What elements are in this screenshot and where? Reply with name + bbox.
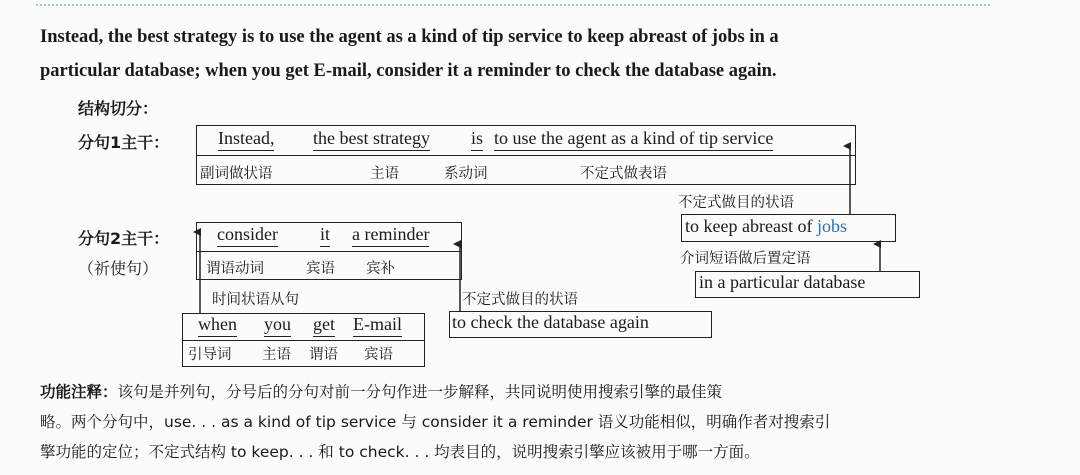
clause2-role-complement: 宾补 <box>366 261 395 277</box>
clause1-role-predicative: 不定式做表语 <box>580 166 667 182</box>
clause1-word-instead: Instead, <box>218 128 274 151</box>
when-word-when: when <box>198 314 237 337</box>
clause2-sublabel: （祈使句） <box>78 259 159 278</box>
function-note-title: 功能注释： <box>40 383 118 401</box>
when-role-conjunction: 引导词 <box>188 347 232 363</box>
check-db-text: to check the database again <box>452 312 649 332</box>
clause1-label: 分句1主干： <box>78 133 170 152</box>
when-word-you: you <box>264 314 291 337</box>
sentence-line-1: Instead, the best strategy is to use the agent as a kind of tip service to keep abreast of jobs in a <box>40 27 779 47</box>
clause1-role-linking-verb: 系动词 <box>444 166 488 182</box>
clause1-role-adverbial: 副词做状语 <box>200 166 273 182</box>
sentence-line-2: particular database; when you get E-mail, consider it a reminder to check the database again. <box>40 61 777 81</box>
clause2-role-verb: 谓语动词 <box>206 261 264 277</box>
clause2-word-reminder: a reminder <box>352 224 429 247</box>
keep-abreast-text: to keep abreast of jobs <box>685 216 847 236</box>
clause1-word-subject: the best strategy <box>313 128 430 151</box>
when-word-email: E-mail <box>353 314 402 337</box>
keep-abreast-jobs: jobs <box>816 216 847 236</box>
when-role-object: 宾语 <box>364 347 393 363</box>
function-note-line-3: 擎功能的定位；不定式结构 to keep. . . 和 to check. . . 均表目的，说明搜索引擎应该被用于哪一方面。 <box>40 443 760 461</box>
clause2-word-it: it <box>320 224 330 247</box>
purpose-label-1: 不定式做目的状语 <box>678 195 794 211</box>
structure-title: 结构切分： <box>78 99 159 118</box>
time-clause-label: 时间状语从句 <box>212 292 299 308</box>
function-note-line-2: 略。两个分句中，use. . . as a kind of tip service 与 consider it a reminder 语义功能相似，明确作者对搜索引 <box>40 413 831 431</box>
clause1-role-subject: 主语 <box>370 166 399 182</box>
when-role-predicate: 谓语 <box>309 347 338 363</box>
when-word-get: get <box>313 314 335 337</box>
clause1-word-predicative: to use the agent as a kind of tip service <box>494 128 773 151</box>
clause2-role-object: 宾语 <box>306 261 335 277</box>
when-role-subject: 主语 <box>262 347 291 363</box>
purpose-label-2: 不定式做目的状语 <box>462 292 578 308</box>
postmodifier-label: 介词短语做后置定语 <box>680 251 811 267</box>
clause2-word-consider: consider <box>217 224 278 247</box>
particular-db-text: in a particular database <box>699 272 866 292</box>
clause1-word-verb: is <box>471 128 483 151</box>
clause2-label: 分句2主干： <box>78 229 170 248</box>
function-note-line-1: 功能注释：该句是并列句，分号后的分句对前一分句作进一步解释，共同说明使用搜索引擎的最佳策 <box>40 383 723 401</box>
